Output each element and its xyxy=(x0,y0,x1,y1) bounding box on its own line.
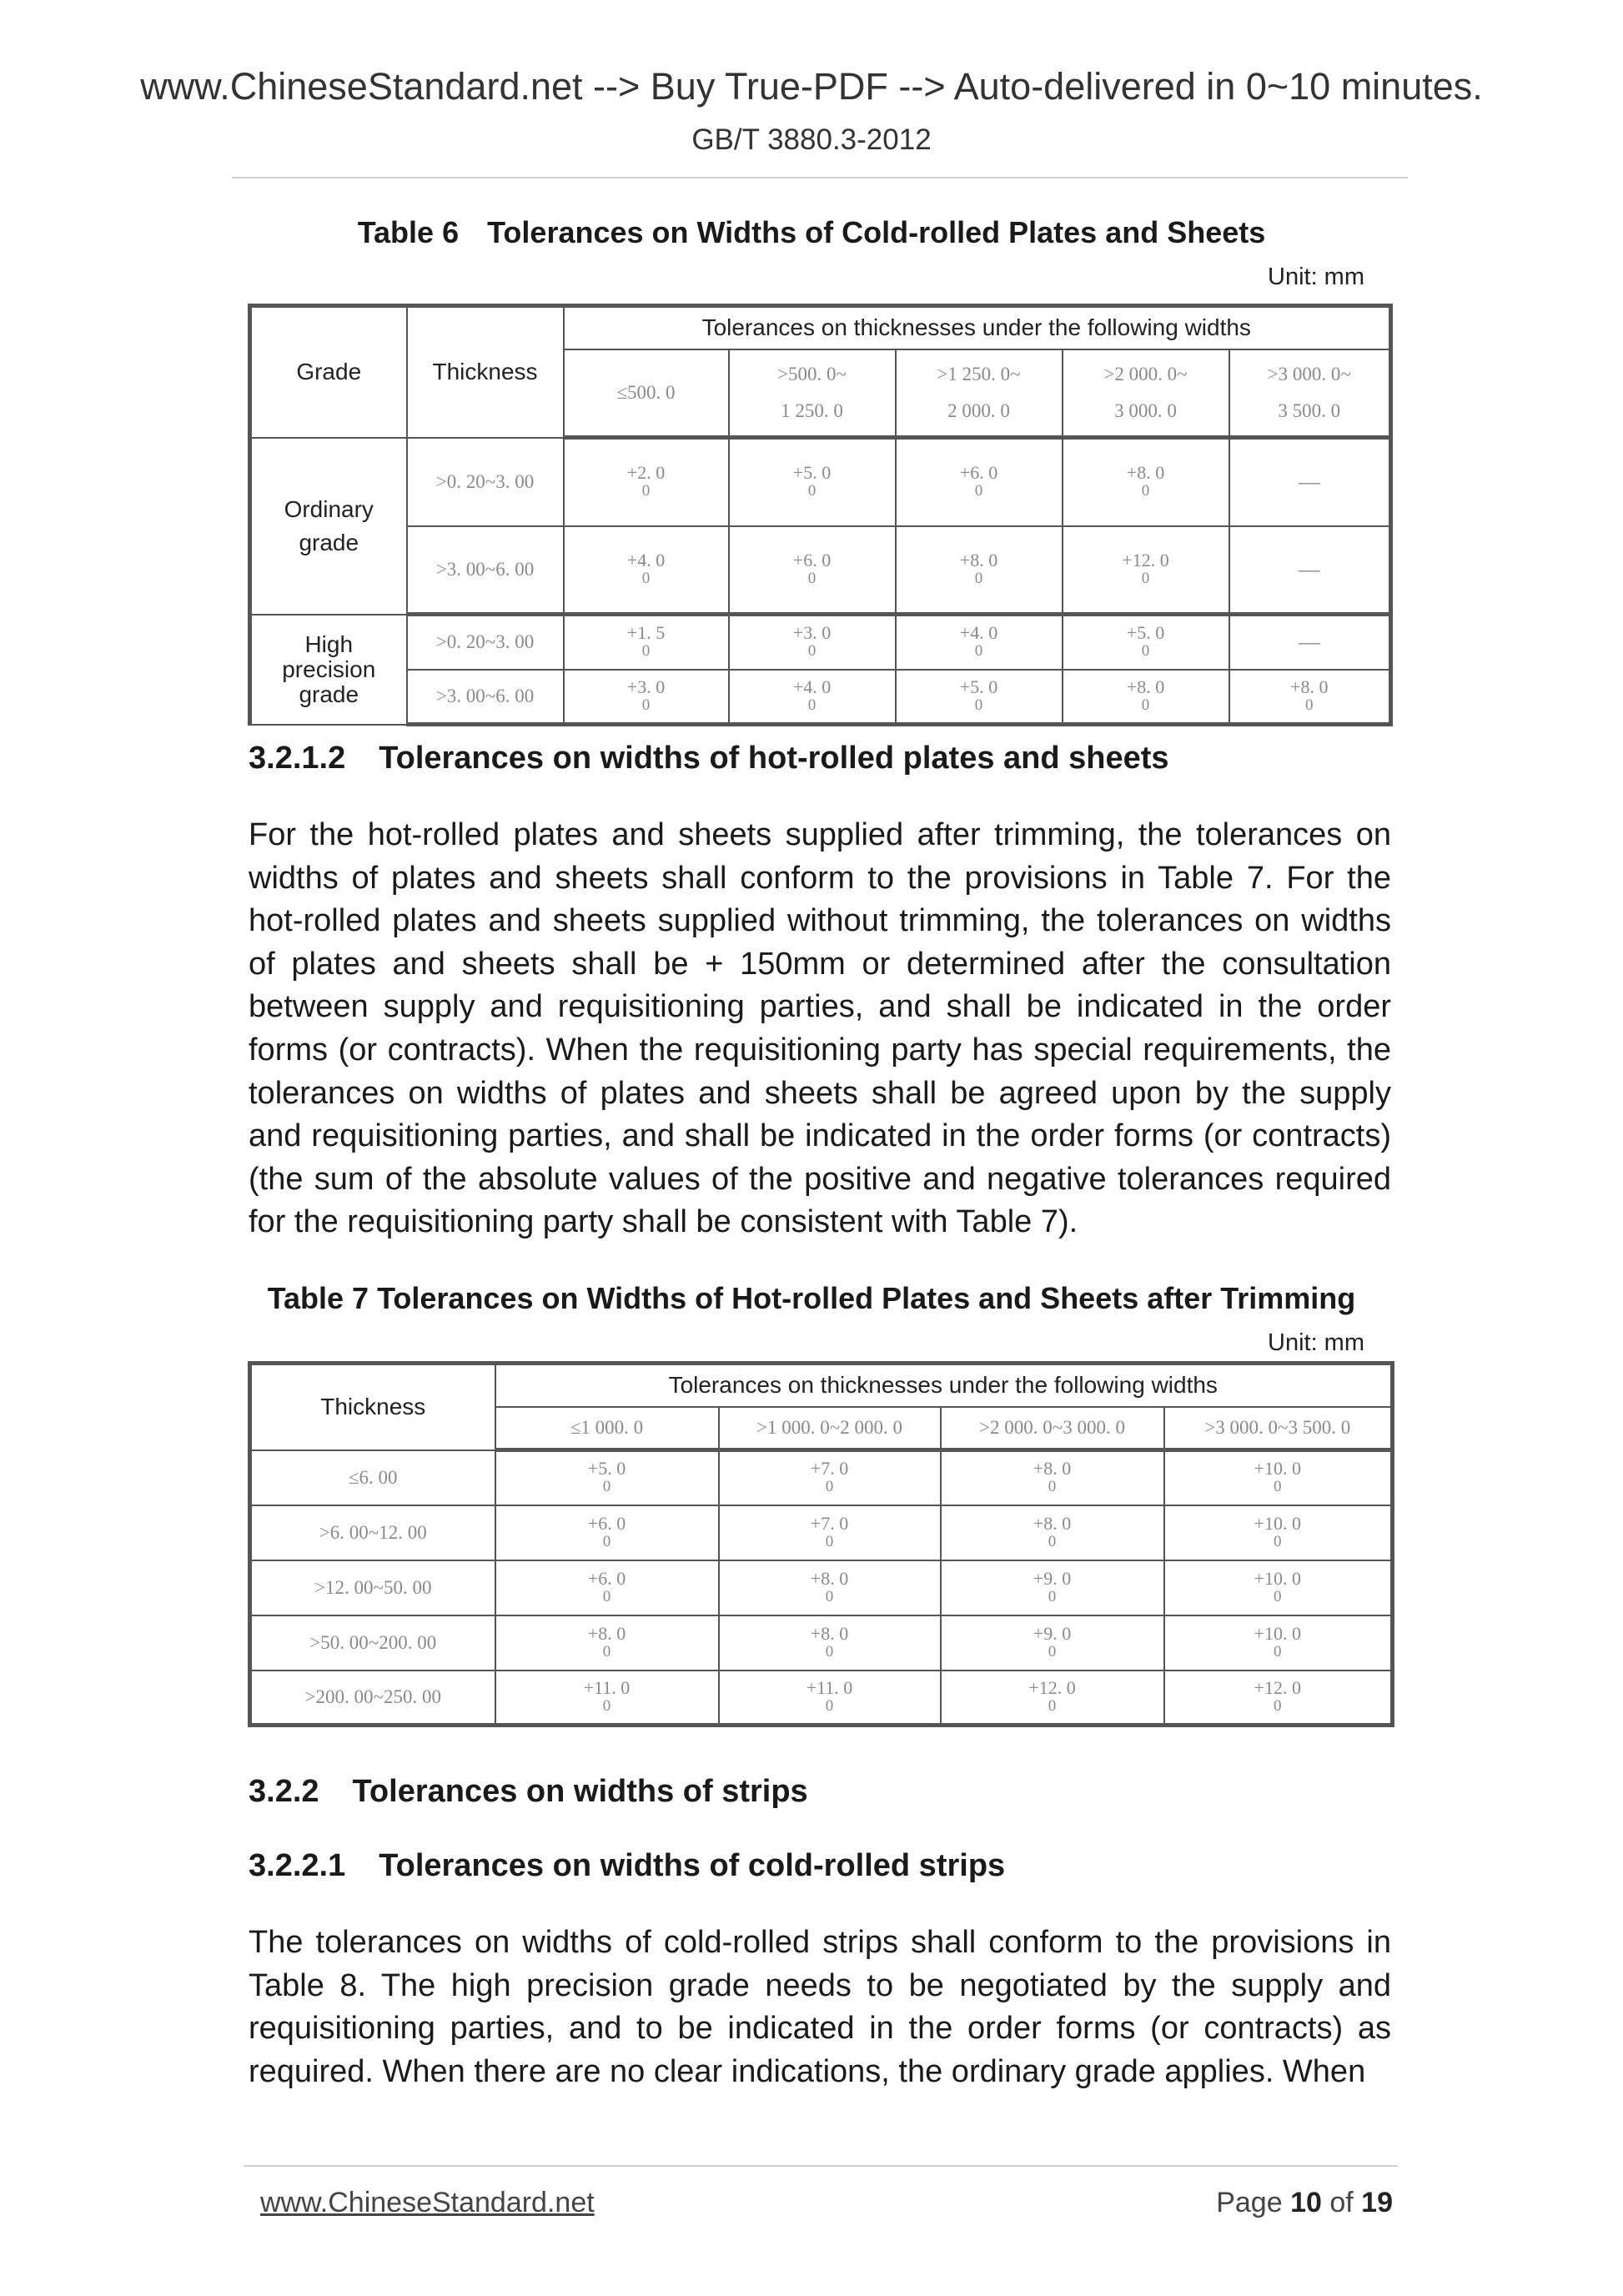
table6-thickness-cell: >0. 20~3. 00 xyxy=(407,615,564,670)
table6-value-cell: +4. 0 0 xyxy=(896,615,1063,670)
table7-value-cell: +8. 0 0 xyxy=(941,1450,1164,1505)
table6-value-cell: +2. 0 0 xyxy=(564,438,729,526)
table6-value-cell: +12. 0 0 xyxy=(1063,526,1229,615)
table6-unit: Unit: mm xyxy=(1268,264,1364,290)
table6-title: Tolerances on Widths of Cold-rolled Plates and Sheets xyxy=(487,215,1266,249)
footer-website-link[interactable]: www.ChineseStandard.net xyxy=(260,2187,595,2218)
table-row xyxy=(250,438,1391,526)
table6-width-col: >1 250. 0~ 2 000. 0 xyxy=(896,349,1063,438)
table7-value-cell: +11. 0 0 xyxy=(719,1671,941,1726)
page-number: Page 10 of 19 xyxy=(1216,2187,1393,2218)
table6-value-cell: +5. 0 0 xyxy=(1063,615,1229,670)
table-row xyxy=(250,1560,1393,1615)
table7-value-cell: +8. 0 0 xyxy=(941,1505,1164,1560)
section-heading-3-2-1-2: 3.2.1.2 Tolerances on widths of hot-rolled plates and sheets xyxy=(249,741,1169,776)
table6-value-cell: +5. 0 0 xyxy=(896,670,1063,725)
table6-thickness-cell: >3. 00~6. 00 xyxy=(407,526,564,615)
document-code: GB/T 3880.3-2012 xyxy=(691,123,932,156)
table-row xyxy=(250,1450,1393,1505)
table6-value-cell: — xyxy=(1229,438,1391,526)
table7-header-thickness: Thickness xyxy=(250,1364,495,1450)
table7-thickness-cell: ≤6. 00 xyxy=(250,1450,495,1505)
table7-unit: Unit: mm xyxy=(1268,1329,1364,1356)
table6-value-cell: +8. 0 0 xyxy=(1229,670,1391,725)
table6-caption xyxy=(0,215,1623,250)
section-3-2-2-1-paragraph: The tolerances on widths of cold-rolled strips shall conform to the provisions in Table 8. The high precision grade needs to be negotiated by the supply and requisitioning parties, and to be indicated in the order forms (or contracts) as required. When there are no clear indications, the ordinary grade applies. When xyxy=(249,1925,1391,2089)
table7-thickness-cell: >6. 00~12. 00 xyxy=(250,1505,495,1560)
table6-thickness-cell: >0. 20~3. 00 xyxy=(407,438,564,526)
table6-number: Table 6 xyxy=(357,215,460,249)
table6-width-col: >3 000. 0~ 3 500. 0 xyxy=(1229,349,1391,438)
table6-value-cell: +1. 5 0 xyxy=(564,615,729,670)
table7-value-cell: +12. 0 0 xyxy=(941,1671,1164,1726)
table6-value-cell: — xyxy=(1229,615,1391,670)
table6-grade-high: High precision grade xyxy=(250,615,407,725)
table7-caption: Table 7 Tolerances on Widths of Hot-rolled Plates and Sheets after Trimming xyxy=(267,1281,1356,1315)
table6-value-cell: +6. 0 0 xyxy=(729,526,896,615)
table6-value-cell: +6. 0 0 xyxy=(896,438,1063,526)
table6-value-cell: +8. 0 0 xyxy=(1063,438,1229,526)
table7-value-cell: +9. 0 0 xyxy=(941,1560,1164,1615)
table6-header-grade: Grade xyxy=(250,306,407,438)
table7-value-cell: +8. 0 0 xyxy=(719,1560,941,1615)
table6-value-cell: +3. 0 0 xyxy=(729,615,896,670)
table-row xyxy=(250,526,1391,615)
table7-value-cell: +10. 0 0 xyxy=(1164,1505,1393,1560)
table-row xyxy=(250,1615,1393,1671)
table7-value-cell: +5. 0 0 xyxy=(495,1450,719,1505)
section-3-2-1-2-paragraph: For the hot-rolled plates and sheets supplied after trimming, the tolerances on widths of plates and sheets shall conform to the provisions in Table 7. For the hot-rolled plates and sheets supplied without trimming, the tolerances on widths of plates and sheets shall be + 150mm or determined after the consultation between supply and requisitioning parties, and shall be indicated in the order forms (or contracts). When the requisitioning party has special requirements, the tolerances on widths of plates and sheets shall be agreed upon by the supply and requisitioning parties, and shall be indicated in the order forms (or contracts) (the sum of the absolute values of the positive and negative tolerances required for the requisitioning party shall be consistent with Table 7). xyxy=(249,817,1391,1240)
table6-width-col: >2 000. 0~ 3 000. 0 xyxy=(1063,349,1229,438)
table7-value-cell: +10. 0 0 xyxy=(1164,1560,1393,1615)
table6-value-cell: +8. 0 0 xyxy=(1063,670,1229,725)
table6 xyxy=(248,304,1393,726)
table6-header-group: Tolerances on thicknesses under the following widths xyxy=(564,306,1391,349)
table7-width-col: ≤1 000. 0 xyxy=(495,1407,719,1450)
table7-value-cell: +10. 0 0 xyxy=(1164,1450,1393,1505)
table6-value-cell: +3. 0 0 xyxy=(564,670,729,725)
table7-value-cell: +8. 0 0 xyxy=(719,1615,941,1671)
table-row xyxy=(250,615,1391,670)
footer-divider xyxy=(244,2165,1398,2167)
table6-width-col: >500. 0~ 1 250. 0 xyxy=(729,349,896,438)
table6-width-col: ≤500. 0 xyxy=(564,349,729,438)
table7-value-cell: +7. 0 0 xyxy=(719,1450,941,1505)
table7-value-cell: +8. 0 0 xyxy=(495,1615,719,1671)
table6-value-cell: +4. 0 0 xyxy=(564,526,729,615)
section-heading-3-2-2-1: 3.2.2.1 Tolerances on widths of cold-rolled strips xyxy=(249,1848,1006,1883)
table7-value-cell: +12. 0 0 xyxy=(1164,1671,1393,1726)
table6-grade-ordinary: Ordinary grade xyxy=(250,438,407,615)
table6-value-cell: +5. 0 0 xyxy=(729,438,896,526)
table-row xyxy=(250,670,1391,725)
table6-thickness-cell: >3. 00~6. 00 xyxy=(407,670,564,725)
table6-value-cell: +4. 0 0 xyxy=(729,670,896,725)
table7-width-col: >1 000. 0~2 000. 0 xyxy=(719,1407,941,1450)
table7-value-cell: +7. 0 0 xyxy=(719,1505,941,1560)
table7-value-cell: +10. 0 0 xyxy=(1164,1615,1393,1671)
table7-thickness-cell: >12. 00~50. 00 xyxy=(250,1560,495,1615)
table7-thickness-cell: >50. 00~200. 00 xyxy=(250,1615,495,1671)
table6-value-cell: +8. 0 0 xyxy=(896,526,1063,615)
table6-header-thickness: Thickness xyxy=(407,306,564,438)
table7-value-cell: +6. 0 0 xyxy=(495,1560,719,1615)
table7-width-col: >2 000. 0~3 000. 0 xyxy=(941,1407,1164,1450)
table7-header-group: Tolerances on thicknesses under the following widths xyxy=(495,1364,1393,1407)
table7-value-cell: +11. 0 0 xyxy=(495,1671,719,1726)
table7-width-col: >3 000. 0~3 500. 0 xyxy=(1164,1407,1393,1450)
table-row xyxy=(250,1505,1393,1560)
table7-value-cell: +9. 0 0 xyxy=(941,1615,1164,1671)
header-divider xyxy=(232,177,1408,178)
table6-value-cell: — xyxy=(1229,526,1391,615)
table7-value-cell: +6. 0 0 xyxy=(495,1505,719,1560)
table7 xyxy=(248,1361,1394,1727)
section-heading-3-2-2: 3.2.2 Tolerances on widths of strips xyxy=(249,1774,808,1809)
header-banner: www.ChineseStandard.net --> Buy True-PDF --> Auto-delivered in 0~10 minutes. xyxy=(140,65,1483,108)
table7-thickness-cell: >200. 00~250. 00 xyxy=(250,1671,495,1726)
table-row xyxy=(250,1671,1393,1726)
